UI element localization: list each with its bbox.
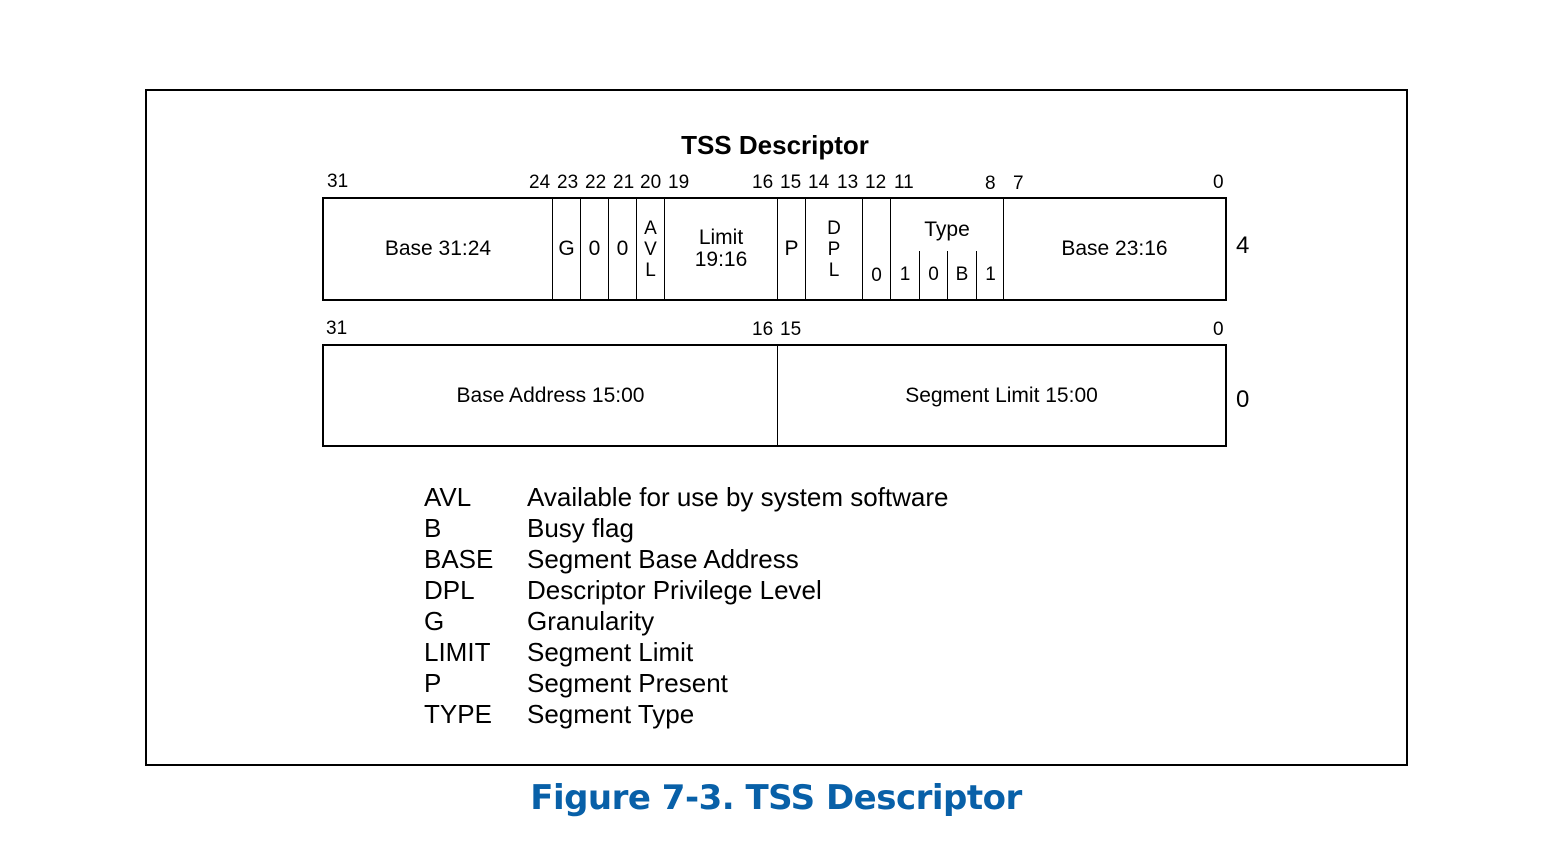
bit-label: 11 (894, 172, 914, 193)
dpl-letter: P (827, 238, 841, 260)
zero-bit-field: 0 (863, 199, 891, 299)
legend-desc: Granularity (527, 606, 655, 636)
busy-bit: B (947, 251, 976, 299)
legend-desc: Available for use by system software (527, 482, 949, 512)
bit-label: 22 (585, 172, 607, 193)
limit-19-16-field (665, 199, 778, 299)
dword-offset: 0 (1236, 386, 1250, 413)
legend-desc: Segment Limit (527, 637, 694, 667)
bit-label: 8 (985, 173, 996, 194)
bit-label: 31 (327, 171, 349, 192)
bit-label: 23 (557, 172, 579, 193)
legend-abbr: B (424, 513, 442, 543)
zero-bit-field: 0 (581, 199, 609, 299)
type-bit: 1 (899, 264, 911, 285)
base-address-15-00-field: Base Address 15:00 (324, 346, 778, 445)
bit-label: 20 (640, 172, 662, 193)
bit-label: 16 (752, 172, 774, 193)
bit-label: 7 (1013, 173, 1024, 194)
bit-label: 14 (808, 172, 830, 193)
upper-dword-row (322, 197, 1227, 301)
legend-desc: Descriptor Privilege Level (527, 575, 822, 605)
dpl-field (806, 199, 863, 299)
type-label: Type (924, 218, 970, 241)
avl-letter: A (644, 217, 657, 239)
legend-abbr: P (424, 668, 442, 698)
avl-bit-field (637, 199, 665, 299)
legend-abbr: DPL (424, 575, 475, 605)
limit-label-line: Limit (698, 226, 744, 249)
avl-letter: L (645, 259, 656, 281)
legend-desc: Segment Type (527, 699, 695, 729)
base-31-24-field: Base 31:24 (324, 199, 553, 299)
bit-label: 19 (668, 172, 690, 193)
legend-abbr: BASE (424, 544, 494, 574)
diagram-title: TSS Descriptor (681, 130, 869, 160)
legend-abbr: LIMIT (424, 637, 491, 667)
legend-abbr: AVL (424, 482, 472, 512)
dword-offset: 4 (1236, 232, 1250, 259)
g-bit-field: G (553, 199, 581, 299)
bit-label: 15 (780, 319, 802, 340)
zero-bit-field: 0 (609, 199, 637, 299)
legend-desc: Segment Present (527, 668, 728, 698)
legend-desc: Busy flag (527, 513, 634, 543)
legend-desc: Segment Base Address (527, 544, 799, 574)
avl-letter: V (644, 238, 657, 260)
bit-label: 16 (752, 319, 774, 340)
limit-label-line: 19:16 (694, 248, 748, 271)
base-23-16-field: Base 23:16 (1061, 237, 1168, 260)
bit-label: 13 (837, 172, 859, 193)
lower-dword-row (322, 344, 1227, 447)
dpl-letter: L (828, 259, 840, 281)
bit-label: 21 (613, 172, 635, 193)
bit-label: 12 (865, 172, 887, 193)
bit-label: 0 (1213, 172, 1224, 193)
bit-label: 15 (780, 172, 802, 193)
figure-caption: Figure 7-3. TSS Descriptor (530, 778, 1022, 818)
bit-label: 0 (1213, 319, 1224, 340)
p-bit-field: P (778, 199, 806, 299)
type-bit: 0 (919, 251, 947, 299)
bit-label: 24 (529, 172, 551, 193)
segment-limit-15-00-field: Segment Limit 15:00 (905, 383, 1098, 407)
type-field (891, 199, 1004, 299)
legend-abbr: TYPE (424, 699, 492, 729)
dpl-letter: D (827, 217, 841, 239)
type-bit: 1 (976, 251, 1004, 299)
bit-label: 31 (326, 318, 348, 339)
legend-abbr: G (424, 606, 445, 636)
